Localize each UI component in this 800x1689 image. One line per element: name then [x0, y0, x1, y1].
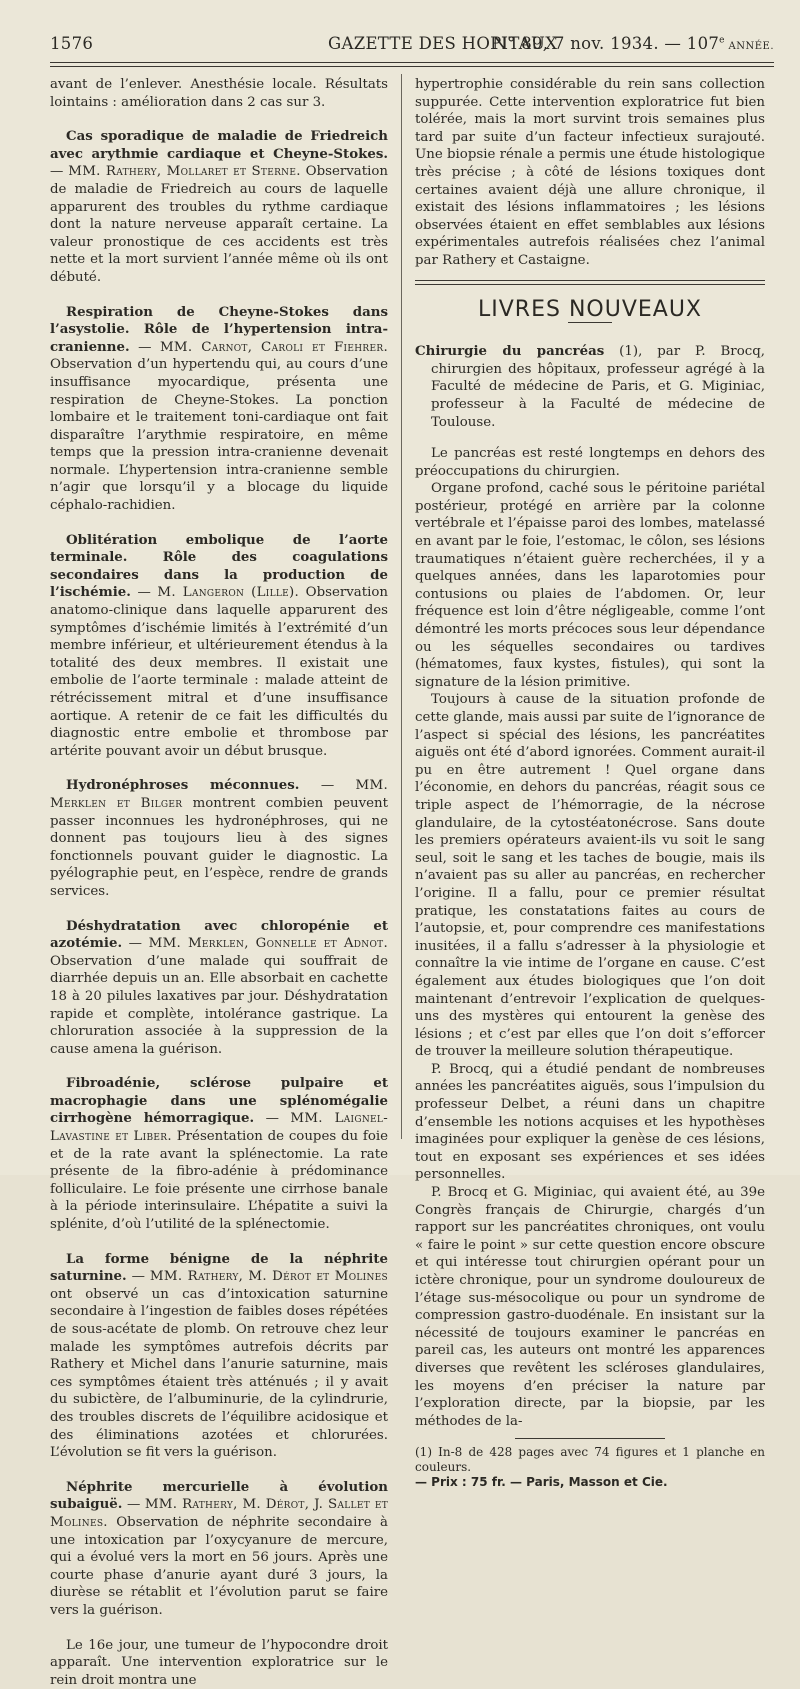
- right-continuation-paragraph: hypertrophie considérable du rein sans collection suppurée. Cette intervention exploratrice fut bien tolérée, mais la mort survint trois semaines plus tard par suite d’un facteur infectieux surajouté. Une biopsie rénale a permis une étude histologique très précise ; à côté de lésions toxiques dont certaines avaient déjà une allure chronique, il existait des lésions inflammatoires ; les lésions observées étaient en effet semblables aux lésions expérimentales autrefois réalisées chez l’animal par Rathery et Castaigne.: [415, 76, 765, 270]
- entry-title: Hydronéphroses méconnues.: [66, 777, 299, 793]
- entry-authors: MM. Merklen et Bilger: [50, 778, 388, 811]
- footnote-text: (1) In-8 de 428 pages avec 74 figures et 1 planche en couleurs.: [415, 1445, 765, 1474]
- entry-text: montrent combien peuvent passer inconnues les hydronéphroses, qui ne donnent pas toujours lieu à des signes fonctionnels pouvant guider le diagnostic. La pyélographie peut, en l’espèce, rendre de grands services.: [50, 796, 388, 899]
- entry-title: Néphrite mercurielle à évolution subaiguë.: [50, 1479, 388, 1513]
- entry-title: Oblitération embolique de l’aorte terminale. Rôle des coagulations secondaires dans la production de l’ischémie.: [50, 532, 388, 601]
- review-paragraph: Toujours à cause de la situation profonde de cette glande, mais aussi par suite de l’ignorance de l’aspect si spécial des lésions, les pancréatites aiguës ont été d’abord ignorées. Comment aurait-il pu en être autrement ! Quel organe dans l’économie, en dehors du pancréas, réagit sous ce triple aspect de l’hémorragie, de la nécrose glandulaire, de la cytostéatonécrose. Sans doute les premiers opérateurs avaient-ils vu soit le sang seul, soit le sang et les taches de bougie, mais ils n’avaient pas su aller au pancréas, en rechercher l’origine. Il a fallu, pour ce premier résultat pratique, les constatations faites au cours de l’autopsie, et, pour comprendre ces manifestations inusitées, il a fallu s’adresser à la physiologie et connaître la vie intime de l’organe en cause. C’est également aux études biologiques que l’on doit maintenant d’entrevoir l’explication de quelques-uns des mystères qui entourent la genèse des lésions ; et c’est par elles que l’on doit s’efforcer de trouver la meilleure solution thérapeutique.: [415, 691, 765, 1060]
- review-paragraph: Le pancréas est resté longtemps en dehors des préoccupations du chirurgien.: [415, 445, 765, 480]
- entry-title: La forme bénigne de la néphrite saturnine.: [50, 1251, 388, 1285]
- entry-title: Fibroadénie, sclérose pulpaire et macrophagie dans une splénomégalie cirrhogène hémorragique.: [50, 1075, 388, 1126]
- book-note-marker: (1): [619, 344, 638, 359]
- society-entry: Néphrite mercurielle à évolution subaiguë. — MM. Rathery, M. Dérot, J. Sallet et Molines. Observation de néphrite secondaire à une intoxication par l’oxycyanure de mercure, qui a évolué vers la mort en 56 jours. Après une courte phase d’anurie ayant duré 3 jours, la diurèse se rétablit et l’évolution parut se faire vers la guérison.: [50, 1479, 388, 1620]
- entry-title: Respiration de Cheyne-Stokes dans l’asystolie. Rôle de l’hypertension intra-cranienne.: [50, 304, 388, 355]
- journal-title: GAZETTE DES HOPITAUX: [328, 34, 557, 53]
- section-title: LIVRES NOUVEAUX: [415, 301, 765, 319]
- review-text: [415, 445, 765, 1430]
- review-paragraph: P. Brocq, qui a étudié pendant de nombreuses années les pancréatites aiguës, sous l’impulsion du professeur Delbet, a réuni dans un chapitre d’ensemble les notions acquises et les hypothèses imaginées pour expliquer la genèse de ces lésions, tout en exposant ses expériences et ses idées personnelles.: [415, 1061, 765, 1184]
- entry-authors: MM. Carnot, Caroli et Fiehrer.: [160, 340, 388, 355]
- entry-authors: MM. Rathery, M. Dérot, J. Sallet et Molines.: [50, 1497, 388, 1530]
- book-authors: , par P. Brocq, chirurgien des hôpitaux, professeur agrégé à la Faculté de médecine de Paris, et G. Miginiac, professeur à la Faculté de médecine de Toulouse.: [431, 344, 765, 429]
- entry-title: Cas sporadique de maladie de Friedreich avec arythmie cardiaque et Cheyne-Stokes.: [50, 128, 388, 162]
- entry-authors: MM. Rathery, Mollaret et Sterne.: [68, 164, 301, 179]
- issue-superscript: e: [719, 36, 725, 46]
- footnote-price: — Prix : 75 fr. — Paris, Masson et Cie.: [415, 1475, 668, 1489]
- section-rule: [415, 280, 765, 285]
- left-last-paragraph: Le 16e jour, une tumeur de l’hypocondre droit apparaît. Une intervention exploratrice sur le rein droit montra une: [50, 1637, 388, 1689]
- society-entry: Déshydratation avec chloropénie et azotémie. — MM. Merklen, Gonnelle et Adnot. Observation d’une malade qui souffrait de diarrhée depuis un an. Elle absorbait en cachette 18 à 20 pilules laxatives par jour. Déshydratation rapide et complète, intolérance gastrique. La chloruration associée à la suppression de la cause amena la guérison.: [50, 918, 388, 1059]
- review-paragraph: Organe profond, caché sous le péritoine pariétal postérieur, protégé en arrière par la colonne vertébrale et l’épaisse paroi des lombes, matelassé en avant par le foie, l’estomac, le côlon, ses lésions traumatiques n’étaient guère recherchées, il y a quelques années, dans les laparotomies pour contusions ou plaies de l’abdomen. Or, leur fréquence est loin d’être négligeable, comme l’ont démontré les morts précoces sous leur dépendance ou les séquelles secondaires ou tardives (hématomes, faux kystes, fistules), qui sont la signature de la lésion primitive.: [415, 480, 765, 691]
- entry-authors: MM. Merklen, Gonnelle et Adnot.: [149, 936, 388, 951]
- left-column: [50, 76, 388, 1689]
- entry-text: Observation d’une malade qui souffrait de diarrhée depuis un an. Elle absorbait en cachette 18 à 20 pilules laxatives par jour. Déshydratation rapide et complète, intolérance gastrique. La chloruration associée à la suppression de la cause amena la guérison.: [50, 954, 388, 1057]
- book-reference: [415, 343, 765, 431]
- right-column: [415, 76, 765, 1490]
- continuation-paragraph: avant de l’enlever. Anesthésie locale. Résultats lointains : amélioration dans 2 cas sur 3.: [50, 76, 388, 111]
- footnote-rule: [515, 1438, 665, 1439]
- entry-text: Observation d’un hypertendu qui, au cours d’une insuffisance myocardique, présenta une respiration de Cheyne-Stokes. La ponction lombaire et le traitement toni-cardiaque ont fait disparaître l’arythmie respiratoire, en même temps que la pression intra-cranienne devenait normale. L’hypertension intra-cranienne semble n’agir que lorsqu’il y a blocage du liquide céphalo-rachidien.: [50, 357, 388, 513]
- issue-suffix: ANNÉE.: [725, 41, 774, 52]
- page-header: [50, 34, 770, 58]
- society-entry: Hydronéphroses méconnues. — MM. Merklen et Bilger montrent combien peuvent passer inconnues les hydronéphroses, qui ne donnent pas toujours lieu à des signes fonctionnels pouvant guider le diagnostic. La pyélographie peut, en l’espèce, rendre de grands services.: [50, 777, 388, 900]
- book-title: Chirurgie du pancréas: [415, 343, 604, 359]
- column-separator: [401, 74, 402, 1139]
- entry-text: Observation de néphrite secondaire à une intoxication par l’oxycyanure de mercure, qui a évolué vers la mort en 56 jours. Après une courte phase d’anurie ayant duré 3 jours, la diurèse se rétablit et l’évolution parut se faire vers la guérison.: [50, 1515, 388, 1618]
- footnote: [415, 1445, 765, 1490]
- entry-authors: M. Langeron (Lille).: [157, 585, 299, 600]
- society-entry: La forme bénigne de la néphrite saturnine. — MM. Rathery, M. Dérot et Molines ont observé un cas d’intoxication saturnine secondaire à l’ingestion de faibles doses répétées de sous-acétate de plomb. On retrouve chez leur malade les symptômes autrefois décrits par Rathery et Michel dans l’anurie saturnine, mais ces symptômes étaient très atténués ; il y avait du subictère, de l’albuminurie, de la cylindrurie, des troubles discrets de l’équilibre acidosique et des éliminations azotées et chlorurées. L’évolution se fit vers la guérison.: [50, 1251, 388, 1462]
- issue-line: [492, 34, 774, 53]
- section-title-underline: [568, 322, 612, 323]
- header-rule: [50, 62, 774, 67]
- society-entry: Fibroadénie, sclérose pulpaire et macrophagie dans une splénomégalie cirrhogène hémorragique. — MM. Laignel-Lavastine et Liber. Présentation de coupes du foie et de la rate avant la splénectomie. La rate présente de la fibro-adénie à prédominance folliculaire. Le foie présente une cirrhose banale à la période interinsulaire. L’hépatite a suivi la splénite, d’où l’utilité de la splénectomie.: [50, 1075, 388, 1233]
- review-paragraph: P. Brocq et G. Miginiac, qui avaient été, au 39e Congrès français de Chirurgie, chargés d’un rapport sur les pancréatites chroniques, ont voulu « faire le point » sur cette question encore obscure et qui intéresse tout chirurgien opérant pour un ictère chronique, pour un syndrome douloureux de l’étage sus-mésocolique ou pour un syndrome de compression gastro-duodénale. En insistant sur la nécessité de toujours examiner le pancréas en pareil cas, les auteurs ont montré les apparences diverses que revêtent les scléroses glandulaires, les moyens d’en préciser la nature par l’exploration directe, par la biopsie, par les méthodes de la-: [415, 1184, 765, 1430]
- entry-authors: MM. Laignel-Lavastine et Liber.: [50, 1111, 388, 1144]
- society-entry: Respiration de Cheyne-Stokes dans l’asystolie. Rôle de l’hypertension intra-cranienne. — MM. Carnot, Caroli et Fiehrer. Observation d’un hypertendu qui, au cours d’une insuffisance myocardique, présenta une respiration de Cheyne-Stokes. La ponction lombaire et le traitement toni-cardiaque ont fait disparaître l’arythmie respiratoire, en même temps que la pression intra-cranienne devenait normale. L’hypertension intra-cranienne semble n’agir que lorsqu’il y a blocage du liquide céphalo-rachidien.: [50, 304, 388, 515]
- page-number: 1576: [50, 34, 93, 53]
- society-entries-list: [50, 128, 388, 1619]
- society-entry: Cas sporadique de maladie de Friedreich avec arythmie cardiaque et Cheyne-Stokes. — MM. Rathery, Mollaret et Sterne. Observation de maladie de Friedreich au cours de laquelle apparurent des troubles du rythme cardiaque dont la nature nerveuse apparaît certaine. La valeur pronostique de ces accidents est très nette et la mort survient l’année même où ils ont débuté.: [50, 128, 388, 286]
- entry-title: Déshydratation avec chloropénie et azotémie.: [50, 918, 388, 952]
- society-entry: Oblitération embolique de l’aorte terminale. Rôle des coagulations secondaires dans la production de l’ischémie. — M. Langeron (Lille). Observation anatomo-clinique dans laquelle apparurent des symptômes d’ischémie limités à l’extrémité d’un membre inférieur, et ultérieurement étendus à la totalité des deux membres. Il existait une embolie de l’aorte terminale : malade atteint de rétrécissement mitral et d’une insuffisance aortique. A retenir de ce fait les difficultés du diagnostic entre embolie et thrombose par artérite pouvant avoir un début brusque.: [50, 532, 388, 761]
- entry-text: Observation de maladie de Friedreich au cours de laquelle apparurent des troubles du rythme cardiaque dont la nature nerveuse apparaît certaine. La valeur pronostique de ces accidents est très nette et la mort survient l’année même où ils ont débuté.: [50, 164, 388, 285]
- entry-text: Présentation de coupes du foie et de la rate avant la splénectomie. La rate présente de la fibro-adénie à prédominance folliculaire. Le foie présente une cirrhose banale à la période interinsulaire. L’hépatite a suivi la splénite, d’où l’utilité de la splénectomie.: [50, 1129, 388, 1232]
- entry-text: ont observé un cas d’intoxication saturnine secondaire à l’ingestion de faibles doses répétées de sous-acétate de plomb. On retrouve chez leur malade les symptômes autrefois décrits par Rathery et Michel dans l’anurie saturnine, mais ces symptômes étaient très atténués ; il y avait du subictère, de l’albuminurie, de la cylindrurie, des troubles discrets de l’équilibre acidosique et des éliminations azotées et chlorurées. L’évolution se fit vers la guérison.: [50, 1287, 388, 1460]
- entry-authors: MM. Rathery, M. Dérot et Molines: [150, 1269, 388, 1284]
- issue-number-date: N° 89, 7 nov. 1934. — 107: [492, 34, 719, 53]
- entry-text: Observation anatomo-clinique dans laquelle apparurent des symptômes d’ischémie limités à l’extrémité d’un membre inférieur, et ultérieurement étendus à la totalité des deux membres. Il existait une embolie de l’aorte terminale : malade atteint de rétrécissement mitral et d’une insuffisance aortique. A retenir de ce fait les difficultés du diagnostic entre embolie et thrombose par artérite pouvant avoir un début brusque.: [50, 585, 388, 758]
